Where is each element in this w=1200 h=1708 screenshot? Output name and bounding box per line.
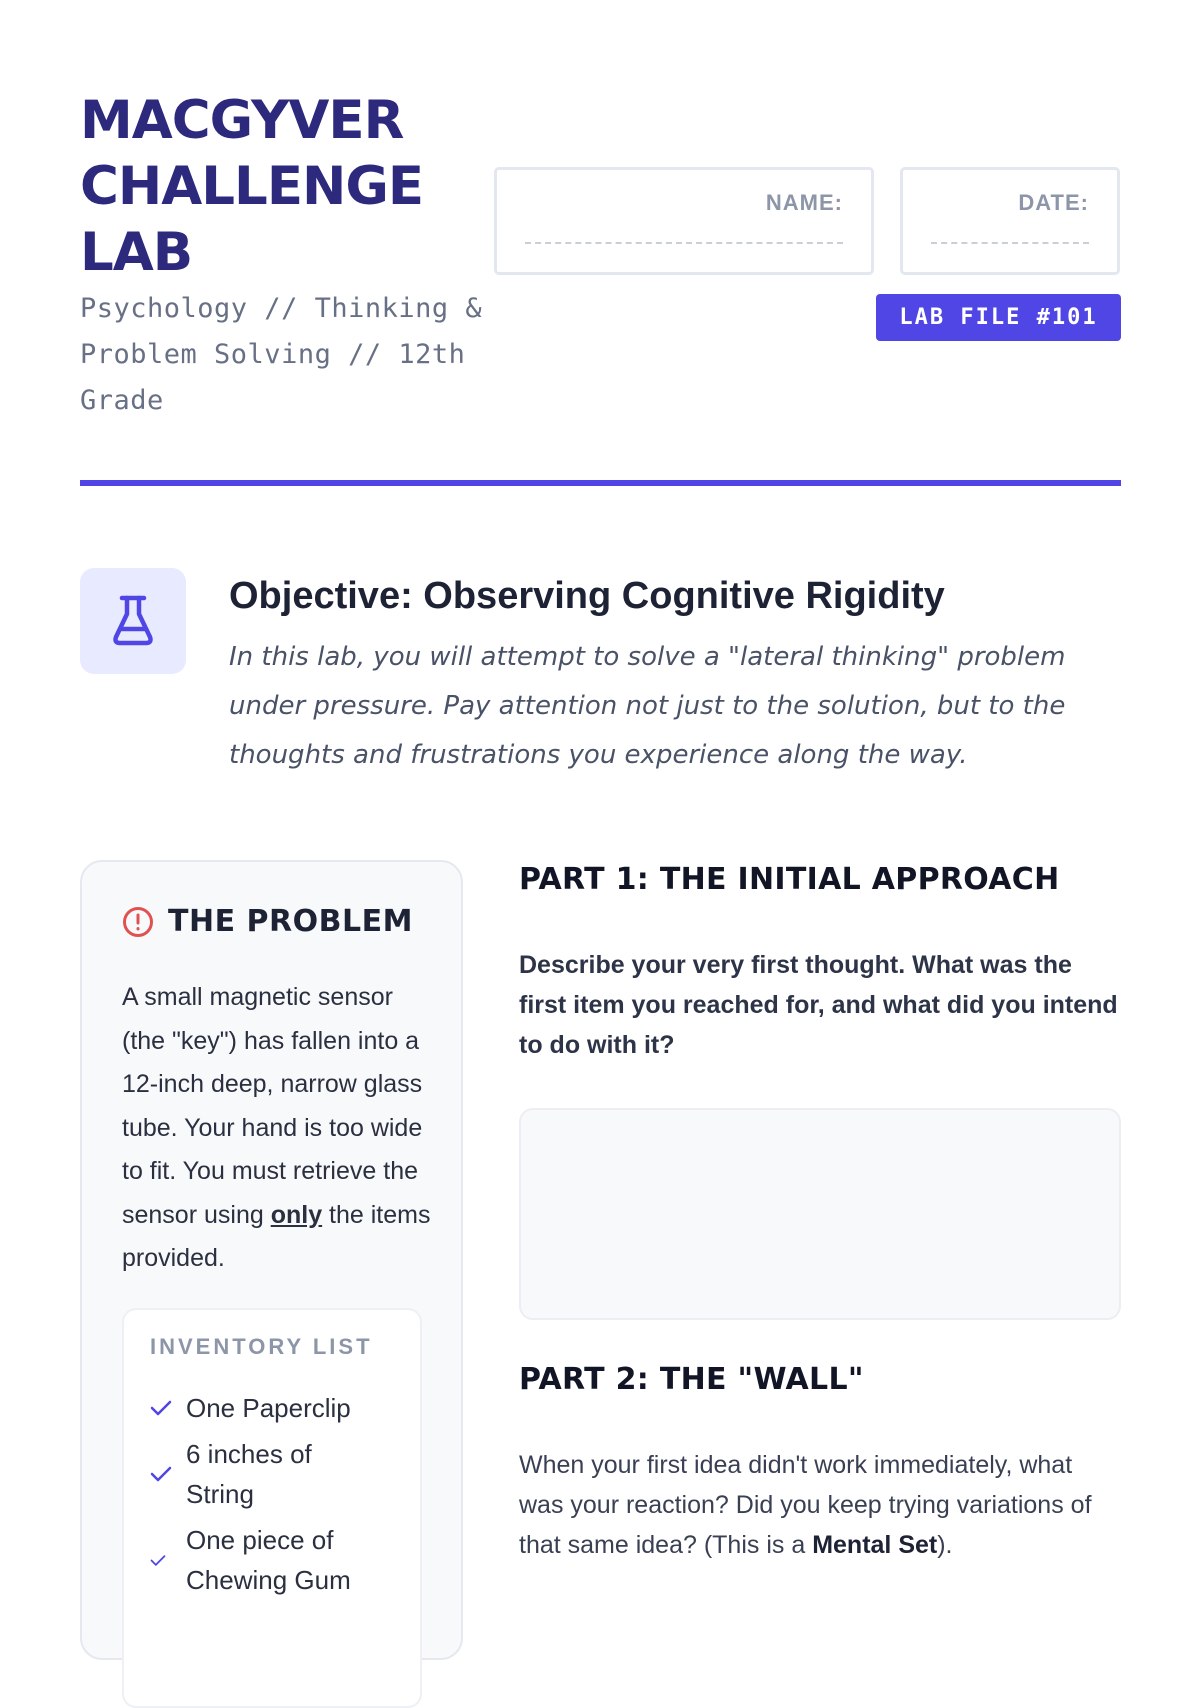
- inventory-title: INVENTORY LIST: [150, 1334, 373, 1359]
- check-icon: [150, 1399, 172, 1417]
- alert-circle-icon: [122, 906, 154, 938]
- inventory-item-label: 6 inches of String: [186, 1439, 312, 1509]
- part2-question-term: Mental Set: [812, 1531, 938, 1559]
- flask-icon: [111, 594, 155, 648]
- part2-title: PART 2: THE "WALL": [519, 1362, 864, 1397]
- part2-question-part: ).: [937, 1531, 953, 1559]
- part2-question-part: When your first idea didn't work immediately, what was your reaction? Did you keep trying variations of that same idea? (This is a: [519, 1451, 1092, 1559]
- name-write-line: [525, 242, 843, 244]
- inventory-item: [150, 1388, 410, 1428]
- check-icon: [150, 1465, 172, 1483]
- problem-heading: [122, 904, 413, 939]
- name-label: NAME:: [765, 190, 843, 215]
- problem-text-part: A small magnetic sensor (the "key") has fallen into a 12-inch deep, narrow glass tube. Your hand is too wide to fit. You must retrieve the sensor using: [122, 983, 423, 1229]
- course-subtitle: Psychology // Thinking & Problem Solving // 12th Grade: [80, 293, 483, 416]
- problem-heading-text: THE PROBLEM: [168, 904, 413, 939]
- lab-title-line: MACGYVER: [80, 90, 404, 151]
- objective-text: In this lab, you will attempt to solve a "lateral thinking" problem under pressure. Pay attention not just to the solution, but to the thoughts and frustrations you experience along the way.: [229, 642, 1066, 770]
- problem-text: [122, 976, 432, 1281]
- flask-icon-tile: [80, 568, 186, 674]
- objective-title: Objective: Observing Cognitive Rigidity: [229, 575, 945, 617]
- check-icon: [150, 1554, 166, 1567]
- lab-title-line: CHALLENGE: [80, 156, 424, 217]
- problem-text-part: the items provided.: [122, 1200, 431, 1272]
- part2-question: [519, 1445, 1121, 1565]
- date-label: DATE:: [1018, 190, 1089, 215]
- lab-title: [80, 88, 500, 286]
- part1-answer-box[interactable]: [519, 1108, 1121, 1320]
- inventory-item-label: One Paperclip: [186, 1393, 351, 1423]
- inventory-box: [122, 1308, 422, 1708]
- inventory-item: [150, 1434, 410, 1514]
- part1-question: Describe your very first thought. What was the first item you reached for, and what did you intend to do with it?: [519, 951, 1118, 1059]
- inventory-item-label: One piece of Chewing Gum: [186, 1525, 351, 1595]
- name-field[interactable]: [494, 167, 874, 275]
- date-write-line: [931, 242, 1089, 244]
- lab-file-badge: LAB FILE #101: [876, 294, 1121, 341]
- problem-card: [80, 860, 463, 1660]
- problem-text-emphasis: only: [270, 1200, 323, 1229]
- inventory-list: [150, 1388, 410, 1606]
- header-divider: [80, 480, 1121, 486]
- part1-title: PART 1: THE INITIAL APPROACH: [519, 862, 1060, 897]
- inventory-item: [150, 1520, 410, 1600]
- date-field[interactable]: [900, 167, 1120, 275]
- lab-title-line: LAB: [80, 222, 193, 283]
